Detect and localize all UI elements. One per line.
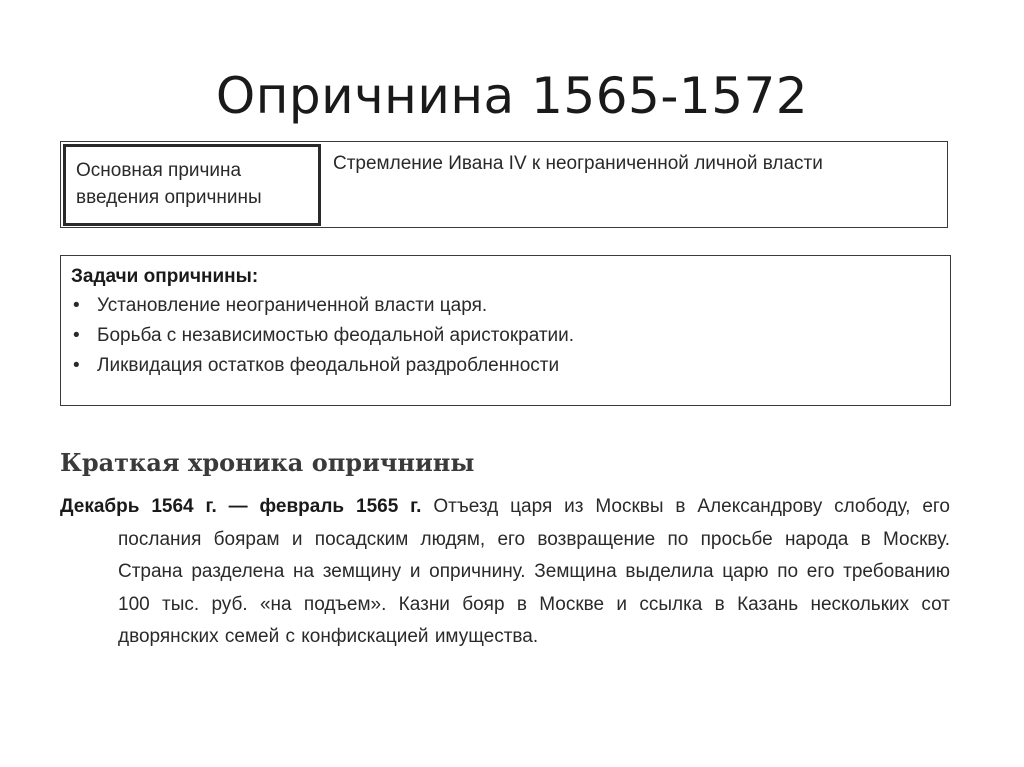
tasks-box [60,255,951,406]
bullet-icon: • [73,295,80,316]
chronicle-entry-date: Декабрь 1564 г. — февраль 1565 г. [60,496,422,517]
cause-value: Стремление Ивана IV к неограниченной личной власти [333,153,823,174]
task-item [71,291,950,321]
tasks-heading: Задачи опричнины: [71,266,259,287]
task-item-text: Борьба с независимостью феодальной аристократии. [97,325,575,346]
chronicle-heading: Краткая хроника опричнины [60,448,475,477]
bullet-icon: • [73,325,80,346]
tasks-list [71,291,950,381]
slide-title: Опричнина 1565-1572 [215,67,809,125]
chronicle-entry [60,491,950,654]
task-item [71,321,950,351]
chronicle-entry-text: Отъезд царя из Москвы в Александрову слободу, его послания боярам и посадским людям, его возвращение по просьбе народа в Москву. Страна разделена на земщину и опричнину. Земщина выделила царю по его требованию 100 тыс. руб. «на подъем». Казни бояр в Москве и ссылка в Казань нескольких сот дворянских семей с конфискацией имущества. [118,496,950,647]
task-item-text: Установление неограниченной власти царя. [97,295,488,316]
task-item-text: Ликвидация остатков феодальной раздробленности [97,355,560,376]
cause-table [60,141,948,228]
bullet-icon: • [73,355,80,376]
task-item [71,351,950,381]
cause-label: Основная причина введения опричнины [63,144,321,226]
